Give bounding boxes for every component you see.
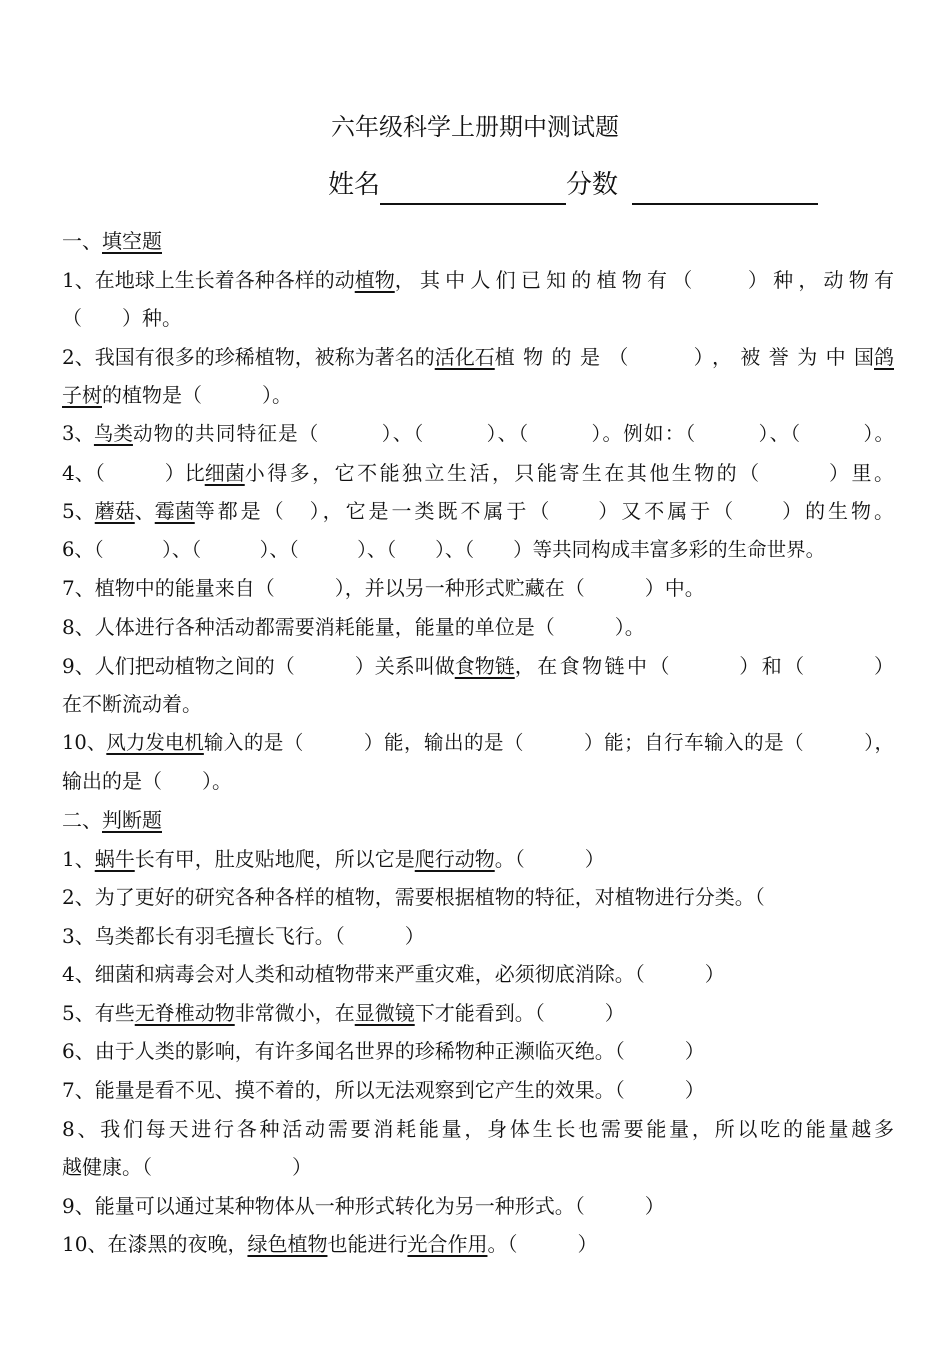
question-1-7: 7、植物中的能量来自（ ），并以另一种形式贮藏在（ ）中。: [62, 576, 705, 601]
question-1-1-cont: （ ）种。: [62, 306, 182, 331]
question-2-6: 6、由于人类的影响，有许多闻名世界的珍稀物种正濒临灭绝。（ ）: [62, 1039, 705, 1064]
question-1-4: 4、（ ）比 细菌 小得多，它不能独立生活，只能寄生在其他生物的（ ）里。: [62, 460, 894, 485]
question-1-1: 1、在地球上生长着各种各样的动 植物 ，其中人们已知的植物有（ ）种，动物有: [62, 267, 894, 292]
name-blank[interactable]: [380, 173, 566, 205]
question-1-10: 10、 风力发电机 输入的是（ ）能，输出的是（ ）能；自行车输入的是（ ），: [62, 730, 894, 754]
question-1-9: 9、人们把动植物之间的（ ）关系叫做 食物链 ，在食物链中（ ）和（ ）: [62, 653, 894, 678]
question-2-9: 9、能量可以通过某种物体从一种形式转化为另一种形式。（ ）: [62, 1193, 665, 1218]
section-title: 判断题: [102, 807, 162, 832]
question-2-3: 3、鸟类都长有羽毛擅长飞行。（ ）: [62, 923, 425, 948]
question-2-8-cont: 越健康。（ ）: [62, 1155, 312, 1180]
score-label: 分数: [566, 170, 619, 200]
exam-content: [62, 222, 894, 1264]
name-score-row: [328, 165, 818, 205]
question-1-5: 5、 蘑菇 、 霉菌 等都是（ ），它是一类既不属于（ ）又不属于（ ）的生物。: [62, 499, 894, 524]
page-title: 六年级科学上册期中测试题: [331, 113, 619, 141]
question-2-1: 1、蜗牛长有甲，肚皮贴地爬，所以它是爬行动物。（ ）: [62, 846, 605, 871]
section-heading-fill-blank: 一、填空题: [62, 229, 162, 253]
question-2-7: 7、能量是看不见、摸不着的，所以无法观察到它产生的效果。（ ）: [62, 1078, 705, 1103]
question-1-3: 3、 鸟类 动物的共同特征是（ ）、（ ）、（ ）。例如：（ ）、（ ）。: [62, 421, 894, 445]
score-blank[interactable]: [632, 173, 818, 205]
question-2-5: 5、有些无脊椎动物非常微小，在显微镜下才能看到。（ ）: [62, 1000, 625, 1025]
name-label: 姓名: [328, 170, 381, 200]
question-2-2: 2、为了更好的研究各种各样的植物，需要根据植物的特征，对植物进行分类。（: [62, 885, 765, 910]
question-2-8: 8、我们每天进行各种活动需要消耗能量，身体生长也需要能量，所以吃的能量越多: [62, 1116, 894, 1141]
question-1-8: 8、人体进行各种活动都需要消耗能量，能量的单位是（ ）。: [62, 614, 645, 639]
question-1-2: 2、我国有很多的珍稀植物，被称为著名的 活化石 植物的是（ ），被誉为中国 鸽: [62, 344, 894, 369]
section-heading-true-false: 二、判断题: [62, 807, 162, 832]
question-2-4: 4、细菌和病毒会对人类和动植物带来严重灾难，必须彻底消除。（ ）: [62, 962, 725, 987]
question-1-9-cont: 在不断流动着。: [62, 692, 202, 717]
question-2-10: 10、在漆黑的夜晚，绿色植物也能进行光合作用。（ ）: [62, 1232, 598, 1257]
question-1-10-cont: 输出的是（ ）。: [62, 769, 232, 794]
question-1-2-cont: 子树的植物是（ ）。: [62, 383, 292, 408]
question-1-6: 6、（ ）、（ ）、（ ）、（ ）、（ ）等共同构成丰富多彩的生命世界。: [62, 537, 826, 561]
section-title: 填空题: [102, 229, 162, 253]
